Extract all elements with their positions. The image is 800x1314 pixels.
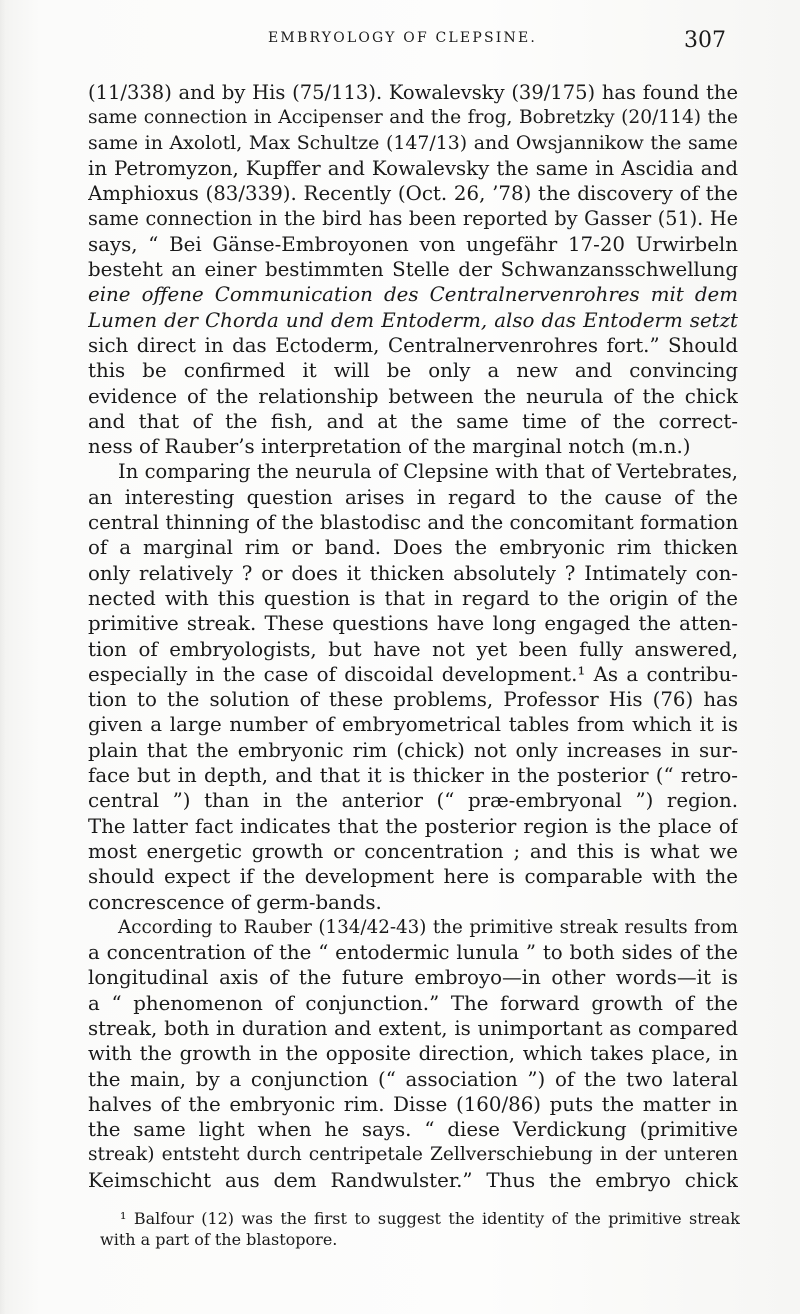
text-line: plain that the embryonic rim (chick) not only increases in sur- (88, 738, 738, 762)
text-line: tion to the solution of these problems, Professor His (76) has (88, 688, 738, 712)
paragraph-start: According to Rauber (134/42-43) the primitive streak results from (118, 916, 738, 938)
text-line: same connection in Accipenser and the frog, Bobretzky (20/114) the (88, 107, 738, 129)
text-line: tion of embryologists, but have not yet been fully answered, (88, 637, 738, 661)
text-line: ness of Rauber’s interpretation of the marginal notch (m.n.) (88, 435, 691, 459)
text-line: besteht an einer bestimmten Stelle der Schwanzansschwellung (88, 258, 738, 282)
footnote-line: ¹ Balfour (12) was the first to suggest the identity of the primitive streak (120, 1209, 740, 1228)
footnote-line: with a part of the blastopore. (100, 1230, 338, 1249)
text-line-italic: Lumen der Chorda und dem Entoderm, also das Entoderm setzt (88, 308, 738, 332)
text-line: a concentration of the “ entodermic lunula ” to both sides of the (88, 941, 738, 965)
text-line: especially in the case of discoidal development.¹ As a contribu- (88, 662, 738, 686)
text-line: nected with this question is that in regard to the origin of the (88, 586, 738, 610)
text-line: central ”) than in the anterior (“ præ-embryonal ”) region. (88, 789, 738, 813)
text-line: streak) entsteht durch centripetale Zellverschiebung in der unteren (88, 1144, 738, 1166)
text-line: given a large number of embryometrical tables from which it is (88, 713, 738, 737)
text-line: primitive streak. These questions have long engaged the atten- (88, 612, 738, 636)
text-line: halves of the embryonic rim. Disse (160/86) puts the matter in (88, 1092, 738, 1116)
page-header (0, 28, 800, 58)
text-line: the main, by a conjunction (“ association ”) of the two lateral (88, 1067, 738, 1091)
text-line: the same light when he says. “ diese Verdickung (primitive (88, 1118, 738, 1142)
text-line: and that of the fish, and at the same time of the correct- (88, 409, 738, 433)
text-line: streak, both in duration and extent, is unimportant as compared (88, 1016, 738, 1040)
text-line: in Petromyzon, Kupffer and Kowalevsky the same in Ascidia and (88, 156, 738, 180)
text-line: longitudinal axis of the future embroyo—in other words—it is (88, 966, 738, 990)
text-line: Keimschicht aus dem Randwulster.” Thus the embryo chick (88, 1168, 738, 1192)
text-line: a “ phenomenon of conjunction.” The forward growth of the (88, 991, 738, 1015)
text-line: central thinning of the blastodisc and the concomitant formation (88, 511, 738, 535)
text-line: this be confirmed it will be only a new and convincing (88, 359, 738, 383)
text-line: The latter fact indicates that the posterior region is the place of (88, 814, 738, 838)
text-line: sich direct in das Ectoderm, Centralnervenrohres fort.” Should (88, 333, 738, 357)
text-line: same connection in the bird has been reported by Gasser (51). He (88, 207, 738, 231)
text-line: evidence of the relationship between the neurula of the chick (88, 384, 738, 408)
text-line: of a marginal rim or band. Does the embryonic rim thicken (88, 536, 738, 560)
paragraph-start: In comparing the neurula of Clepsine with that of Vertebrates, (118, 460, 738, 484)
text-line: face but in depth, and that it is thicker in the posterior (“ retro- (88, 764, 738, 788)
text-line: says, “ Bei Gänse-Embroyonen von ungefähr 17-20 Urwirbeln (88, 232, 738, 256)
text-line: with the growth in the opposite direction, which takes place, in (88, 1042, 738, 1066)
text-line: an interesting question arises in regard to the cause of the (88, 485, 738, 509)
text-line: (11/338) and by His (75/113). Kowalevsky (39/175) has found the (88, 81, 738, 104)
body-text (88, 80, 738, 1193)
text-line: should expect if the development here is comparable with the (88, 865, 738, 889)
text-line: same in Axolotl, Max Schultze (147/13) and Owsjannikow the same (88, 131, 738, 154)
text-line: concrescence of germ-bands. (88, 890, 382, 914)
text-line: Amphioxus (83/339). Recently (Oct. 26, ’78) the discovery of the (88, 182, 738, 206)
text-line-italic: eine offene Communication des Centralnervenrohres mit dem (88, 283, 738, 307)
text-line: only relatively ? or does it thicken absolutely ? Intimately con- (88, 561, 738, 585)
footnote (100, 1208, 740, 1250)
page-number: 307 (684, 28, 726, 53)
running-title: EMBRYOLOGY OF CLEPSINE. (268, 30, 538, 46)
text-line: most energetic growth or concentration ; and this is what we (88, 839, 738, 863)
